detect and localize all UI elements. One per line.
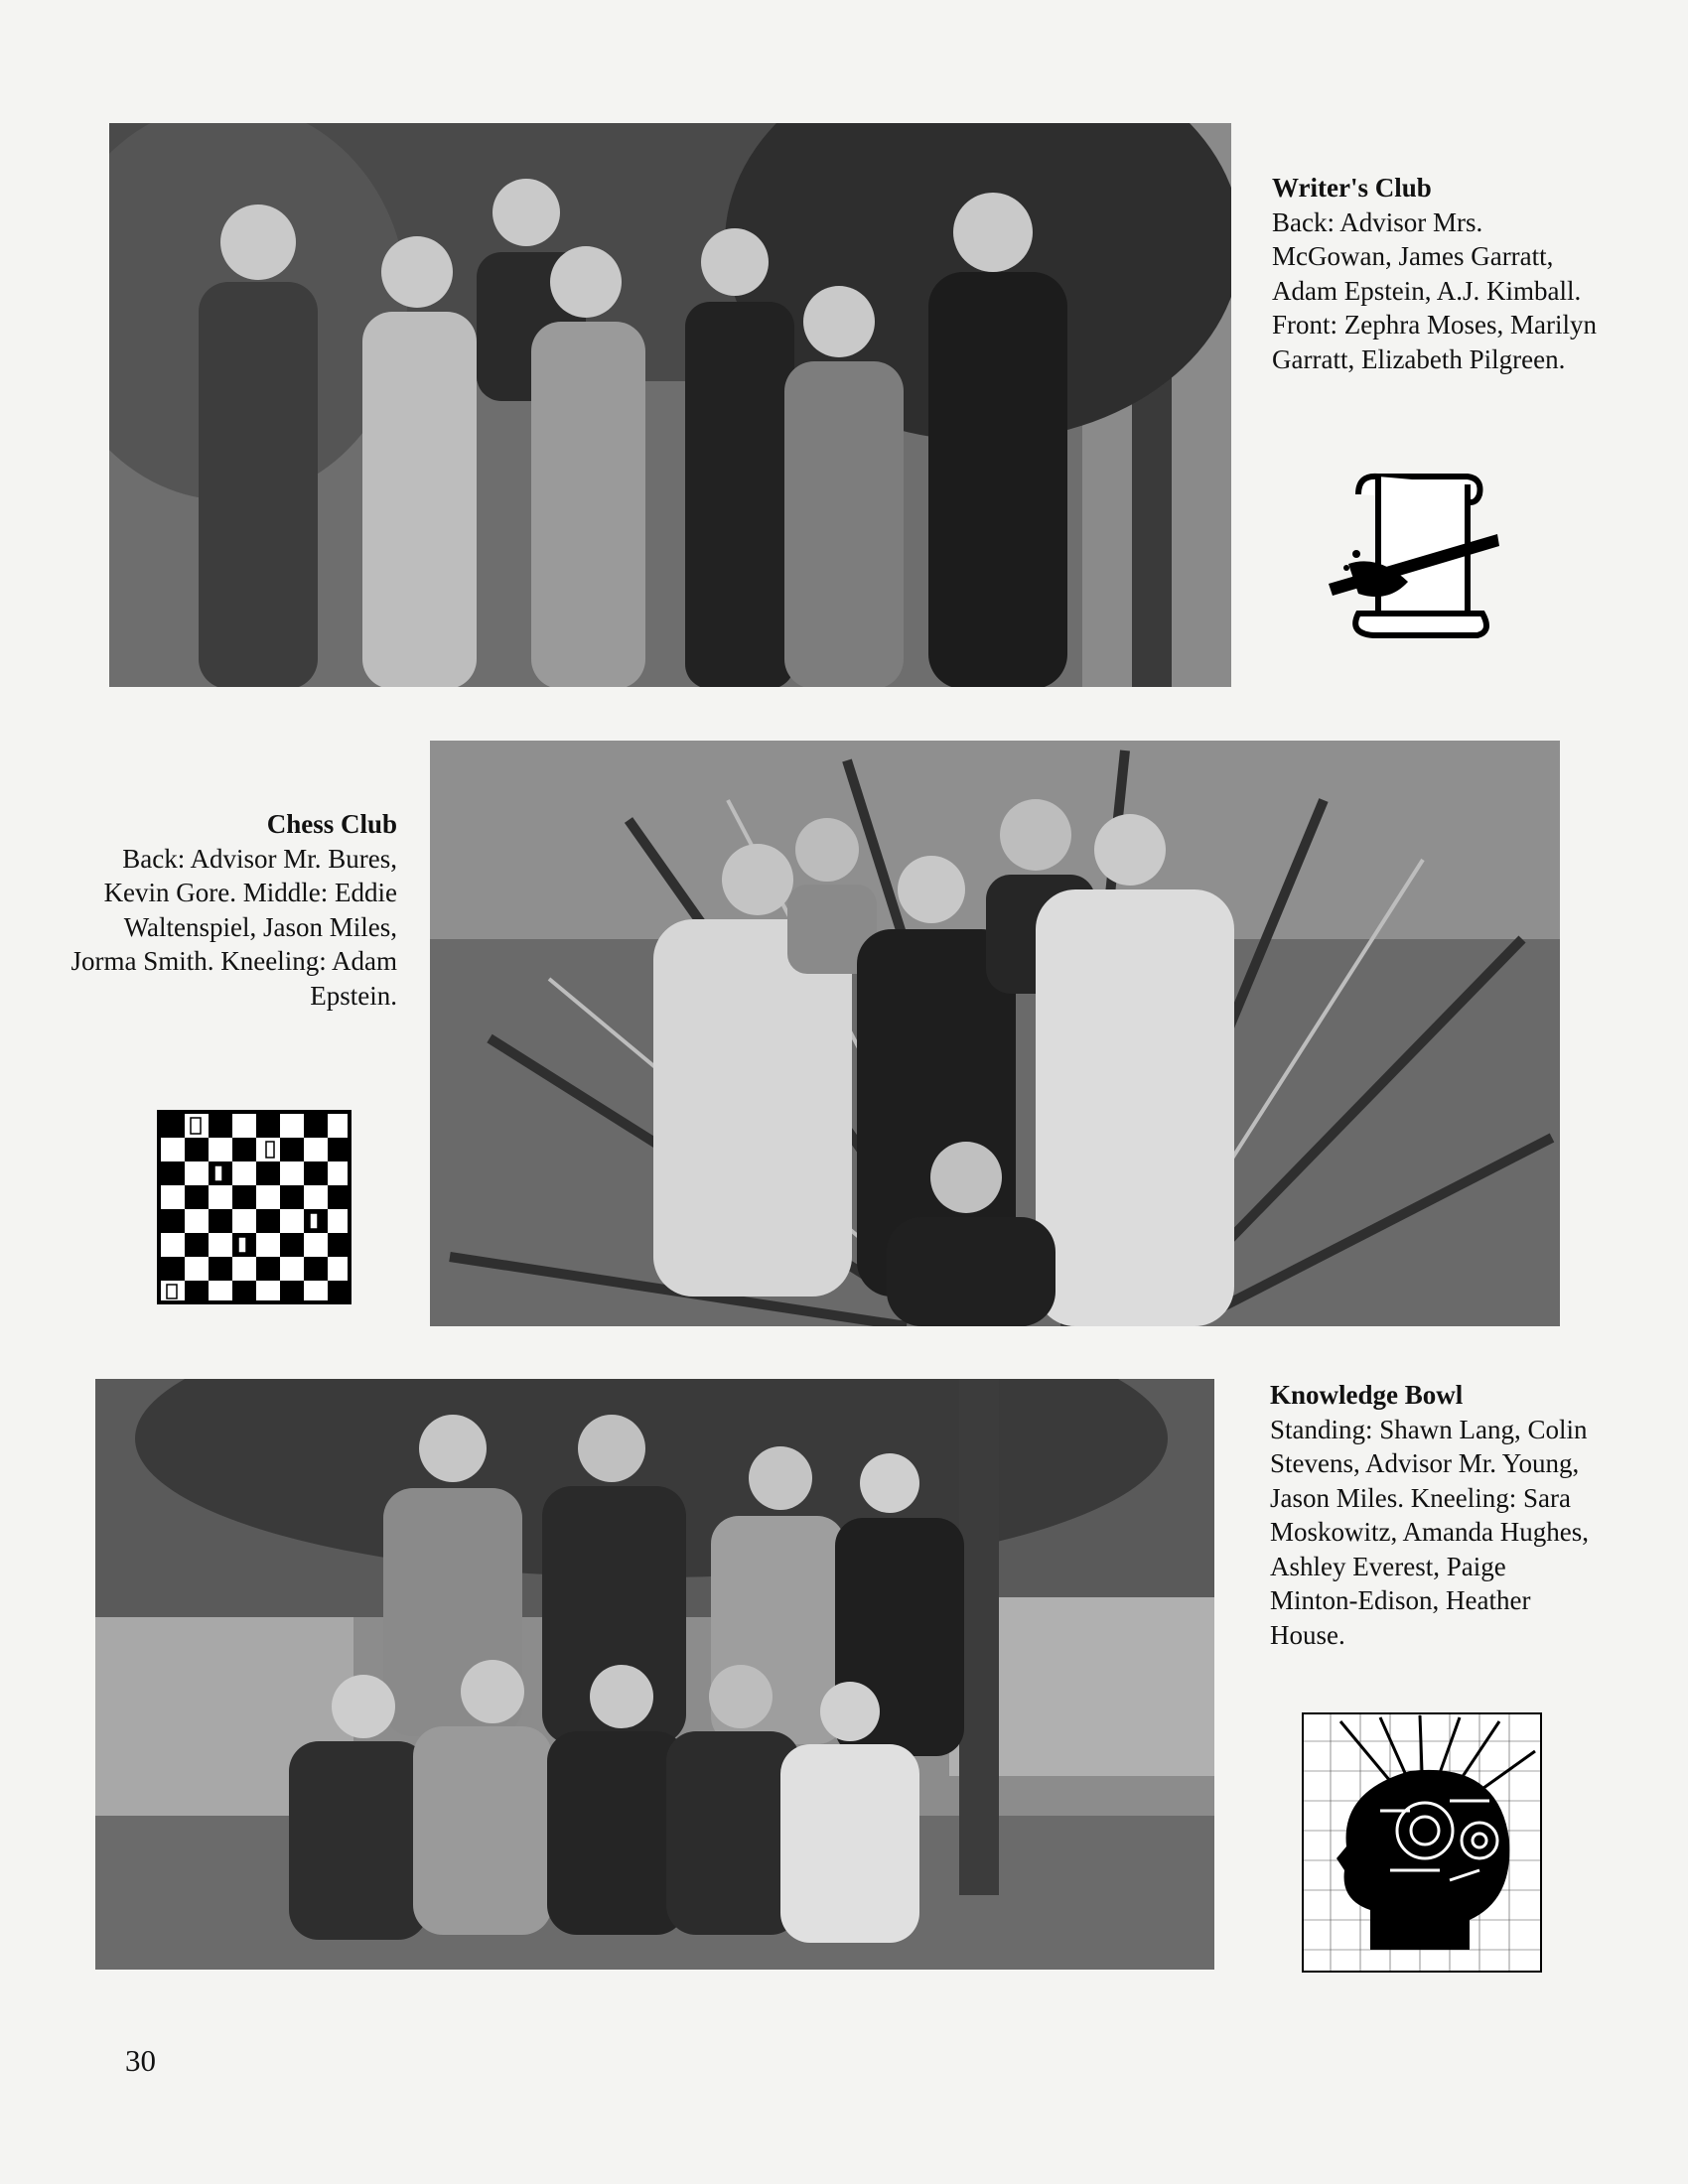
page-number: 30: [125, 2043, 156, 2078]
group-photo-image: [430, 741, 1560, 1326]
caption-body: Standing: Shawn Lang, Colin Stevens, Advisor Mr. Young, Jason Miles. Kneeling: Sara Moskowitz, Amanda Hughes, Ashley Everest, Paige Minton-Edison, Heather House.: [1270, 1414, 1589, 1650]
scroll-quill-icon: [1319, 465, 1507, 643]
caption-body: Back: Advisor Mrs. McGowan, James Garratt, Adam Epstein, A.J. Kimball. Front: Zephra Moses, Marilyn Garratt, Elizabeth Pilgreen.: [1272, 206, 1597, 374]
chessboard-icon: [157, 1110, 352, 1304]
writers-club-photo: [109, 123, 1231, 687]
group-photo-image: [109, 123, 1231, 687]
chess-club-photo: [430, 741, 1560, 1326]
group-photo-image: [95, 1379, 1214, 1970]
caption-title: Writer's Club: [1272, 173, 1432, 203]
caption-body: Back: Advisor Mr. Bures, Kevin Gore. Middle: Eddie Waltenspiel, Jason Miles, Jorma Smith. Kneeling: Adam Epstein.: [70, 843, 397, 1011]
knowledge-bowl-photo: [95, 1379, 1214, 1970]
brain-circuit-head-icon: [1301, 1711, 1543, 1974]
caption-title: Chess Club: [266, 809, 397, 839]
knowledge-bowl-caption: [1270, 1378, 1598, 1652]
caption-title: Knowledge Bowl: [1270, 1380, 1464, 1410]
chess-club-caption: [70, 807, 397, 1013]
writers-club-caption: [1272, 171, 1600, 376]
